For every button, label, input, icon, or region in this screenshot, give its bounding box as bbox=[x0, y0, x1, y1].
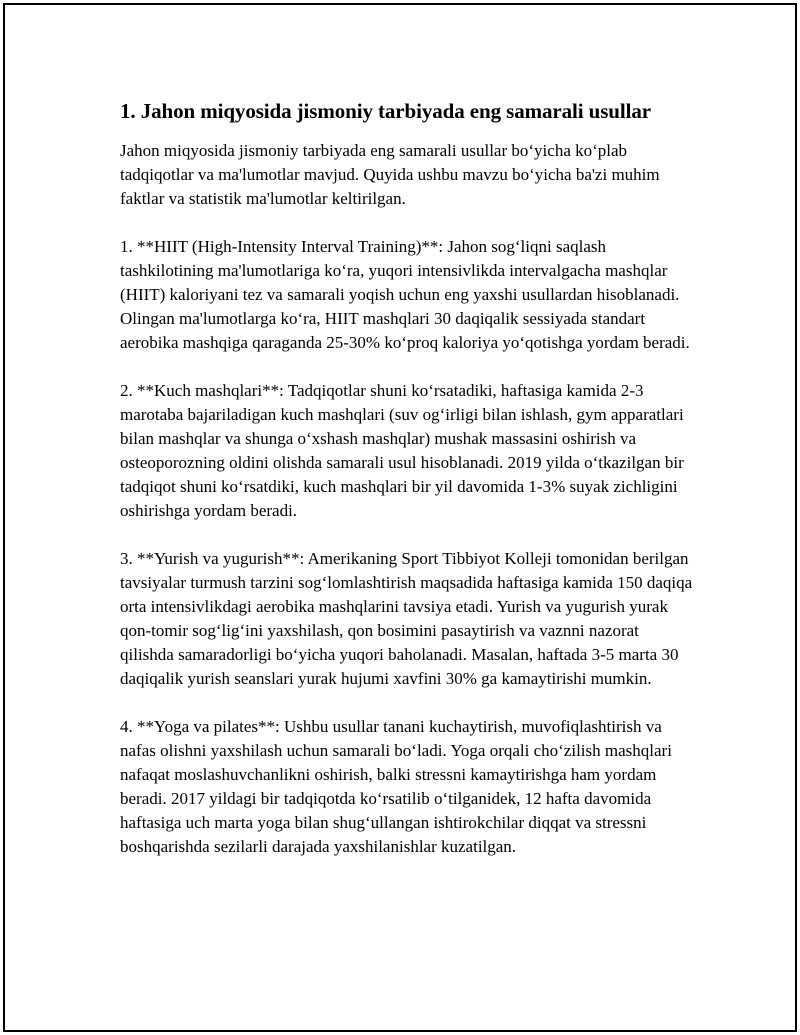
page-frame bbox=[3, 3, 797, 1032]
yoga-pilates-paragraph: 4. **Yoga va pilates**: Ushbu usullar tanani kuchaytirish, muvofiqlashtirish va nafas olishni yaxshilash uchun samarali bo‘ladi. Yoga orqali cho‘zilish mashqlari nafaqat moslashuvchanlikni oshirish, balki stressni kamaytirishga ham yordam beradi. 2017 yildagi bir tadqiqotda ko‘rsatilib o‘tilganidek, 12 hafta davomida haftasiga uch marta yoga bilan shug‘ullangan ishtirokchilar diqqat va stressni boshqarishda sezilarli darajada yaxshilanishlar kuzatilgan. bbox=[120, 717, 672, 856]
walking-running-paragraph: 3. **Yurish va yugurish**: Amerikaning Sport Tibbiyot Kolleji tomonidan berilgan tavsiyalar turmush tarzini sog‘lomlashtirish maqsadida haftasiga kamida 150 daqiqa orta intensivlikdagi aerobika mashqlarini tavsiya etadi. Yurish va yugurish yurak qon-tomir sog‘lig‘ini yaxshilash, qon bosimini pasaytirish va vaznni nazorat qilishda samaradorligi bo‘yicha yuqori baholanadi. Masalan, haftada 3-5 marta 30 daqiqalik yurish seanslari yurak hujumi xavfini 30% ga kamaytirishi mumkin. bbox=[120, 549, 693, 688]
document-title: 1. Jahon miqyosida jismoniy tarbiyada eng samarali usullar bbox=[120, 99, 651, 123]
hiit-paragraph: 1. **HIIT (High-Intensity Interval Training)**: Jahon sog‘liqni saqlash tashkilotining ma'lumotlariga ko‘ra, yuqori intensivlikda intervalgacha mashqlar (HIIT) kaloriyani tez va samarali yoqish uchun eng yaxshi usullardan hisoblanadi. Olingan ma'lumotlarga ko‘ra, HIIT mashqlari 30 daqiqalik sessiyada standart aerobika mashqiga qaraganda 25-30% ko‘proq kaloriya yo‘qotishga yordam beradi. bbox=[120, 237, 690, 352]
strength-training-paragraph: 2. **Kuch mashqlari**: Tadqiqotlar shuni ko‘rsatadiki, haftasiga kamida 2-3 marotaba bajariladigan kuch mashqlari (suv og‘irligi bilan ishlash, gym apparatlari bilan mashqlar va shunga o‘xshash mashqlar) mushak massasini oshirish va osteoporozning oldini olishda samarali usul hisoblanadi. 2019 yilda o‘tkazilgan bir tadqiqot shuni ko‘rsatdiki, kuch mashqlari bir yil davomida 1-3% suyak zichligini oshirishga yordam beradi. bbox=[120, 381, 684, 520]
document-body bbox=[120, 97, 695, 859]
intro-paragraph: Jahon miqyosida jismoniy tarbiyada eng samarali usullar bo‘yicha ko‘plab tadqiqotlar va ma'lumotlar mavjud. Quyida ushbu mavzu bo‘yicha ba'zi muhim faktlar va statistik ma'lumotlar keltirilgan. bbox=[120, 141, 660, 208]
